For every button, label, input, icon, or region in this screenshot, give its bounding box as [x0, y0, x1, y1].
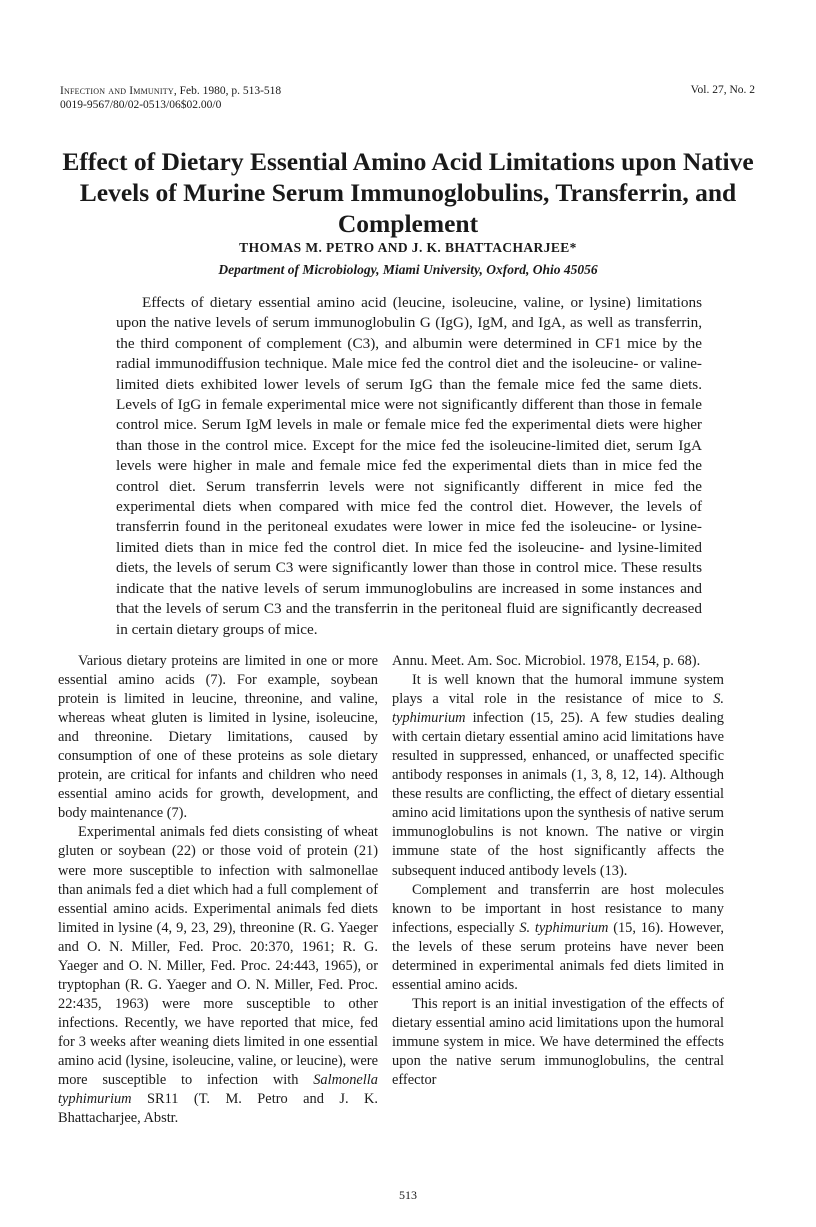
paragraph-continued: Annu. Meet. Am. Soc. Microbiol. 1978, E154, p. 68).	[392, 653, 701, 669]
page-number: 513	[399, 1188, 417, 1202]
authors: THOMAS M. PETRO AND J. K. BHATTACHARJEE*	[239, 240, 577, 255]
left-column	[58, 652, 378, 1128]
paragraph: This report is an initial investigation of the effects of dietary essential amino acid limitations upon the humoral immune system in mice. We have determined the effects upon the native serum immunoglobulins, the central effector	[392, 995, 724, 1089]
right-column	[392, 652, 724, 1090]
affiliation: Department of Microbiology, Miami University, Oxford, Ohio 45056	[218, 262, 598, 277]
running-header	[60, 84, 281, 112]
article-code: 0019-9567/80/02-0513/06$02.00/0	[60, 99, 222, 111]
journal-name: Infection and Immunity	[60, 85, 174, 97]
article-title: Effect of Dietary Essential Amino Acid Limitations upon Native Levels of Murine Serum Immunoglobulins, Transferrin, and Complement	[62, 147, 754, 238]
species-name: Salmonella typhimurium	[58, 1072, 378, 1108]
paragraph: It is well known that the humoral immune system plays a vital role in the resistance of mice to S. typhimurium infection (15, 25). A few studies dealing with certain dietary essential amino acid limitations have resulted in suppressed, enhanced, or unaffected specific antibody responses in animals (1, 3, 8, 12, 14). Although these results are conflicting, the effect of dietary essential amino acid limitations upon the synthesis of native serum immunoglobulins is not known. The native or virgin immune state of the host significantly affects the subsequent induced antibody levels (13).	[392, 672, 724, 879]
species-name: S. typhimurium	[392, 691, 724, 727]
species-name: S. typhimurium	[519, 919, 609, 936]
volume-issue: Vol. 27, No. 2	[690, 84, 755, 96]
issue-date-pages: , Feb. 1980, p. 513-518	[173, 85, 282, 97]
paragraph: Various dietary proteins are limited in one or more essential amino acids (7). For example, soybean protein is limited in leucine, threonine, and valine, whereas wheat gluten is limited in lysine, isoleucine, and threonine. Dietary limitations, caused by consumption of one of these proteins as sole dietary protein, are critical for infants and children who need essential amino acids for growth, development, and body maintenance (7).	[58, 653, 378, 822]
paragraph: Experimental animals fed diets consisting of wheat gluten or soybean (22) or those void of protein (21) were more susceptible to infection with salmonellae than animals fed a diet which had a full complement of essential amino acids. Experimental animals fed diets limited in lysine (4, 9, 23, 29), threonine (R. G. Yaeger and O. N. Miller, Fed. Proc. 20:370, 1961; R. G. Yaeger and O. N. Miller, Fed. Proc. 24:443, 1965), or tryptophan (R. G. Yaeger and O. N. Miller, Fed. Proc. 22:435, 1963) were more susceptible to other infections. Recently, we have reported that mice, fed for 3 weeks after weaning diets limited in one essential amino acid (lysine, isoleucine, valine, or leucine), were more susceptible to infection with Salmonella typhimurium SR11 (T. M. Petro and J. K. Bhattacharjee, Abstr.	[58, 824, 378, 1127]
abstract: Effects of dietary essential amino acid (leucine, isoleucine, valine, or lysine) limitations upon the native levels of serum immunoglobulin G (IgG), IgM, and IgA, as well as transferrin, the third component of complement (C3), and albumin were determined in CF1 mice by the radial immunodiffusion technique. Male mice fed the control diet and the isoleucine- or valine-limited diets exhibited lower levels of serum IgG than the female mice fed the same diets. Levels of IgG in female experimental mice were not significantly different than those in female control mice. Serum IgM levels in male or female mice fed the experimental diets were higher than those in the control mice. Except for the mice fed the isoleucine-limited diet, serum IgA levels were higher in male and female mice fed the experimental diets than in mice fed the control diet. Serum transferrin levels were not significantly different in mice fed the experimental diets when compared with mice fed the control diet. However, the levels of transferrin found in the peritoneal exudates were lower in mice fed the isoleucine- or lysine-limited diets than in mice fed the control diet. In mice fed the isoleucine- and lysine-limited diets, the levels of serum C3 were significantly lower than those in control mice. These results indicate that the native levels of serum immunoglobulins are increased in some instances and that the levels of serum C3 and the transferrin in the peritoneal fluid are significantly decreased in certain dietary groups of mice.	[116, 294, 702, 638]
paragraph: Complement and transferrin are host molecules known to be important in host resistance to many infections, especially S. typhimurium (15, 16). However, the levels of these serum proteins have never been determined in experimental animals fed diets limited in essential amino acids.	[392, 881, 724, 993]
